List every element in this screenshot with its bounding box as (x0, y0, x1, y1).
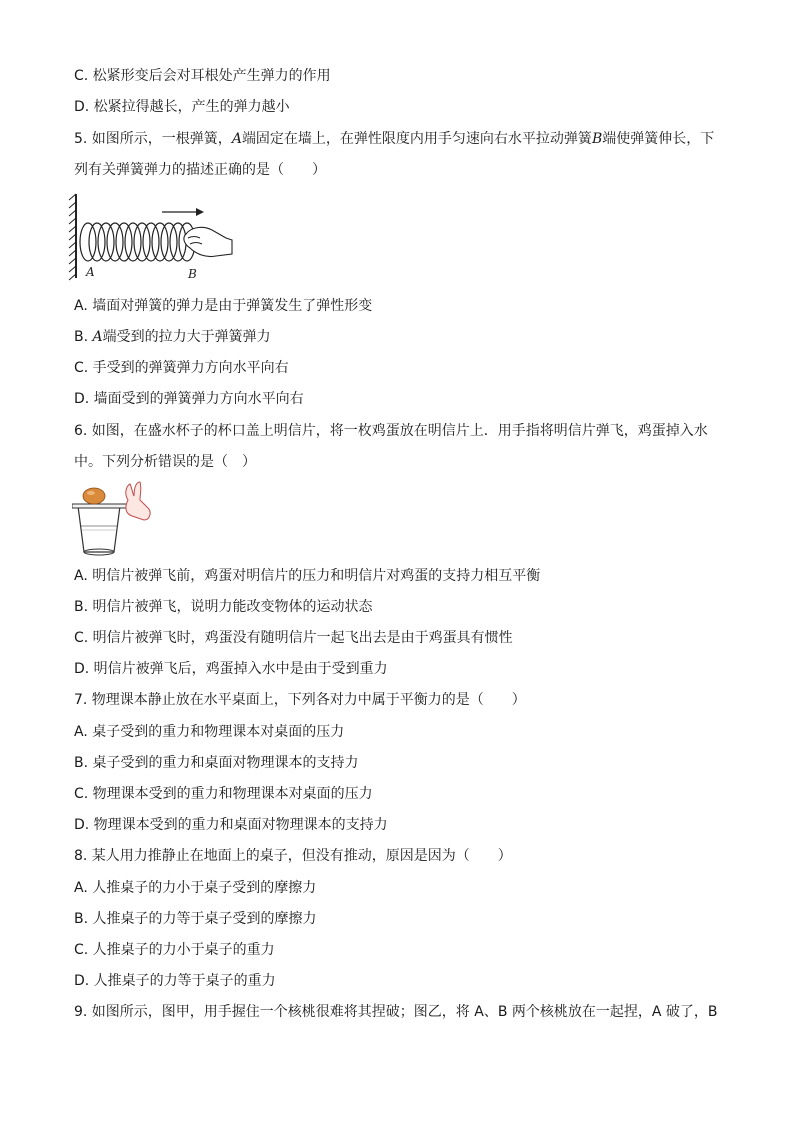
spring-coils (80, 223, 195, 261)
q5-option-b: B. A端受到的拉力大于弹簧弹力 (74, 329, 271, 345)
label-a: A (86, 265, 95, 279)
q6-stem-line2: 中。下列分析错误的是（ ） (74, 454, 256, 470)
q7-option-d: D. 物理课本受到的重力和桌面对物理课本的支持力 (74, 817, 388, 833)
q4-option-c: C. 松紧形变后会对耳根处产生弹力的作用 (74, 68, 331, 84)
spring-figure (66, 190, 236, 282)
egg-cup-figure (72, 480, 156, 558)
q5-option-a: A. 墙面对弹簧的弹力是由于弹簧发生了弹性形变 (74, 298, 373, 314)
q5-option-d: D. 墙面受到的弹簧弹力方向水平向右 (74, 391, 304, 407)
q7-option-a: A. 桌子受到的重力和物理课本对桌面的压力 (74, 724, 345, 740)
q6-option-c: C. 明信片被弹飞时，鸡蛋没有随明信片一起飞出去是由于鸡蛋具有惯性 (74, 630, 513, 646)
hand-icon (184, 227, 232, 256)
pull-arrow-icon (162, 208, 204, 216)
q7-option-c: C. 物理课本受到的重力和物理课本对桌面的压力 (74, 786, 373, 802)
hand-flick-icon (126, 482, 150, 520)
q5-stem-line1: 5. 如图所示，一根弹簧，A端固定在墙上，在弹性限度内用手匀速向右水平拉动弹簧B端使弹簧伸长，下 (74, 131, 715, 147)
q8-option-d: D. 人推桌子的力等于桌子的重力 (74, 973, 276, 989)
q7-stem: 7. 物理课本静止放在水平桌面上，下列各对力中属于平衡力的是（ ） (74, 692, 526, 708)
q9-stem-line1: 9. 如图所示，图甲，用手握住一个核桃很难将其捏破；图乙，将 A、B 两个核桃放在一起捏，A 破了，B (74, 1004, 718, 1020)
label-b: B (188, 267, 197, 281)
wall-hatching (69, 194, 76, 280)
q5-stem-line2: 列有关弹簧弹力的描述正确的是（ ） (74, 162, 326, 178)
q6-stem-line1: 6. 如图，在盛水杯子的杯口盖上明信片，将一枚鸡蛋放在明信片上．用手指将明信片弹飞，鸡蛋掉入水 (74, 423, 708, 439)
glass-outline (78, 506, 120, 552)
postcard (72, 504, 132, 508)
q6-option-b: B. 明信片被弹飞，说明力能改变物体的运动状态 (74, 599, 373, 615)
egg-icon (83, 488, 105, 504)
q8-option-a: A. 人推桌子的力小于桌子受到的摩擦力 (74, 880, 317, 896)
q8-option-b: B. 人推桌子的力等于桌子受到的摩擦力 (74, 911, 317, 927)
q4-option-d: D. 松紧拉得越长，产生的弹力越小 (74, 99, 290, 115)
q6-option-d: D. 明信片被弹飞后，鸡蛋掉入水中是由于受到重力 (74, 661, 388, 677)
q6-option-a: A. 明信片被弹飞前，鸡蛋对明信片的压力和明信片对鸡蛋的支持力相互平衡 (74, 568, 541, 584)
q8-stem: 8. 某人用力推静止在地面上的桌子，但没有推动，原因是因为（ ） (74, 848, 512, 864)
q8-option-c: C. 人推桌子的力小于桌子的重力 (74, 942, 275, 958)
q7-option-b: B. 桌子受到的重力和桌面对物理课本的支持力 (74, 755, 359, 771)
q5-option-c: C. 手受到的弹簧弹力方向水平向右 (74, 360, 289, 376)
